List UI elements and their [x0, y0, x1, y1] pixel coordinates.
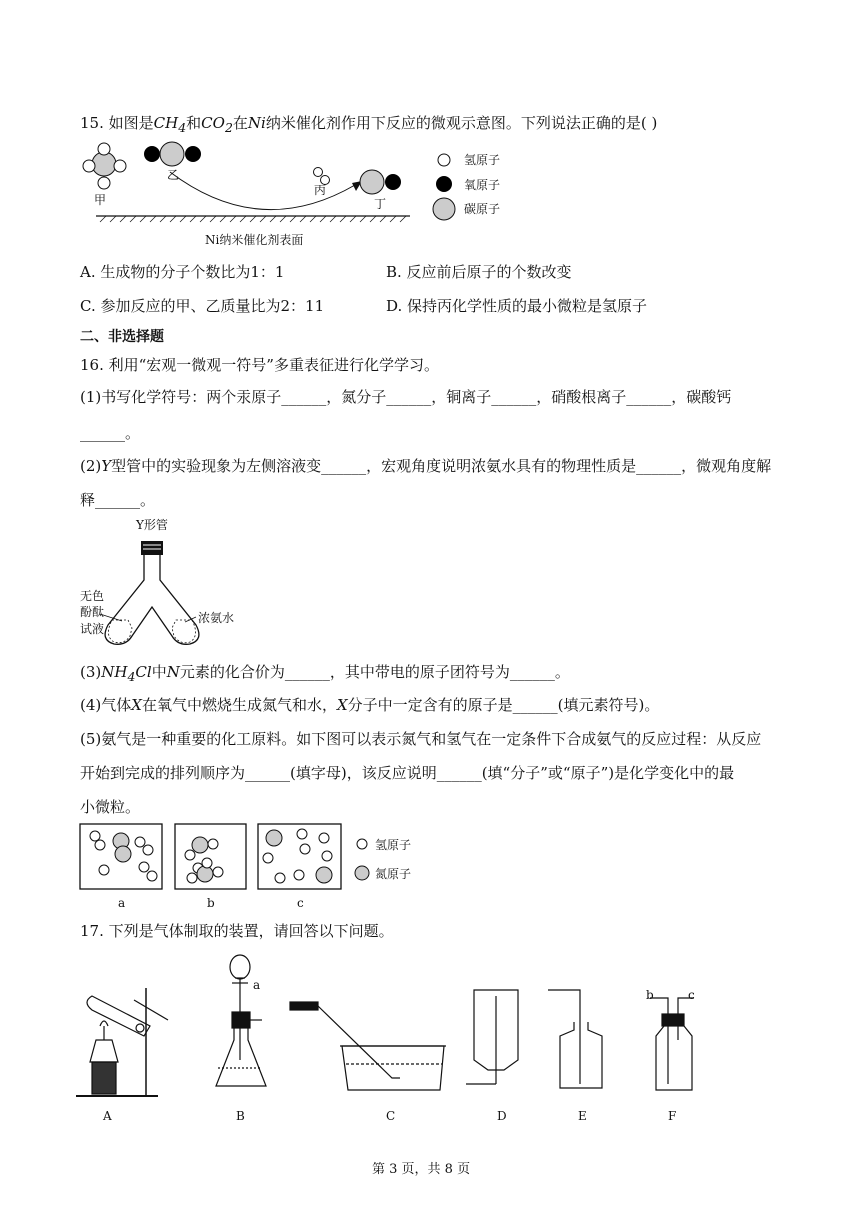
label-bing: 丙	[314, 183, 327, 197]
y-tube-title: Y形管	[136, 518, 168, 532]
apparatus-f	[650, 998, 694, 1090]
label-a: A	[103, 1109, 112, 1123]
section-heading: 二、非选择题	[80, 329, 164, 345]
label-jia: 甲	[94, 193, 107, 207]
legend-nitrogen-label: 氮原子	[375, 867, 412, 881]
label-d: D	[497, 1109, 507, 1123]
legend-h-label: 氢原子	[464, 153, 501, 167]
label-f-c: c	[688, 988, 695, 1002]
apparatus-e	[548, 990, 602, 1088]
label-f-b: b	[646, 988, 654, 1002]
q15-option-b: B. 反应前后原子的个数改变	[386, 263, 572, 281]
box-b-label: b	[207, 896, 215, 910]
q15-stem-prefix: 15. 如图是	[80, 114, 154, 132]
q17-stem: 17. 下列是气体制取的装置，请回答以下问题。	[80, 922, 394, 940]
label-b-funnel: a	[253, 978, 261, 992]
legend-o-label: 氧原子	[464, 178, 501, 192]
label-c: C	[386, 1109, 396, 1123]
label-e: E	[578, 1109, 587, 1123]
apparatus-b	[216, 955, 266, 1086]
q16-part5-line3: 小微粒。	[80, 798, 141, 816]
q15-option-a: A. 生成物的分子个数比为1：1	[80, 263, 285, 281]
formula-ch4: $CH_4$	[153, 114, 187, 135]
label-b: B	[236, 1109, 245, 1123]
legend-c-label: 碳原子	[464, 202, 501, 216]
apparatus-d	[466, 990, 518, 1084]
q16-part5-line2: 开始到完成的排列顺序为______(填字母)，该反应说明______(填“分子”或“原子”)是化学变化中的最	[80, 764, 735, 782]
y-tube-label-left1: 无色	[80, 589, 105, 603]
label-ding: 丁	[374, 197, 387, 211]
q15-option-d: D. 保持丙化学性质的最小微粒是氢原子	[386, 297, 648, 315]
page-footer: 第 3 页，共 8 页	[372, 1162, 471, 1177]
q16-stem: 16. 利用“宏观一微观一符号”多重表征进行化学学习。	[80, 356, 439, 374]
label-f: F	[668, 1109, 677, 1123]
label-yi: 乙	[167, 168, 180, 182]
q16-part5-line1: (5)氨气是一种重要的化工原料。如下图可以表示氮气和氢气在一定条件下合成氨气的反应过程：从反应	[80, 730, 762, 748]
apparatus-a	[76, 988, 168, 1096]
legend-hydrogen-label: 氢原子	[375, 838, 412, 852]
q16-part3: $(3)NH_4Cl$中N元素的化合价为______，其中带电的原子团符号为______。	[80, 663, 570, 684]
y-tube-label-right: 浓氨水	[198, 611, 235, 625]
q16-part4: (4)气体X在氧气中燃烧生成氮气和水，X分子中一定含有的原子是______(填元素符号)。	[80, 696, 660, 714]
q15-stem-rest: 纳米催化剂作用下反应的微观示意图。下列说法正确的是( )	[265, 114, 658, 132]
formula-co2: $CO_2$	[201, 114, 233, 135]
q16-part1-line2: ______。	[80, 424, 141, 442]
q15-in: 在	[232, 114, 248, 132]
q16-part2-line1: (2)Y型管中的实验现象为左侧溶液变______，宏观角度说明浓氨水具有的物理性质是______，微观角度解	[80, 457, 772, 475]
apparatus-c	[290, 1002, 446, 1090]
q16-part1-line1: (1)书写化学符号：两个汞原子______，氮分子______，铜离子______，硝酸根离子______，碳酸钙	[80, 388, 732, 406]
y-tube-label-left3: 试液	[80, 622, 105, 636]
formula-ni: Ni	[247, 114, 266, 132]
surface-label: Ni纳米催化剂表面	[205, 233, 304, 247]
box-c-label: c	[297, 896, 304, 910]
box-a-label: a	[118, 896, 126, 910]
q15-option-c: C. 参加反应的甲、乙质量比为2：11	[80, 297, 325, 315]
q15-and: 和	[186, 114, 202, 132]
y-tube-label-left2: 酚酞	[80, 605, 105, 619]
q16-part2-line2: 释______。	[80, 491, 156, 509]
